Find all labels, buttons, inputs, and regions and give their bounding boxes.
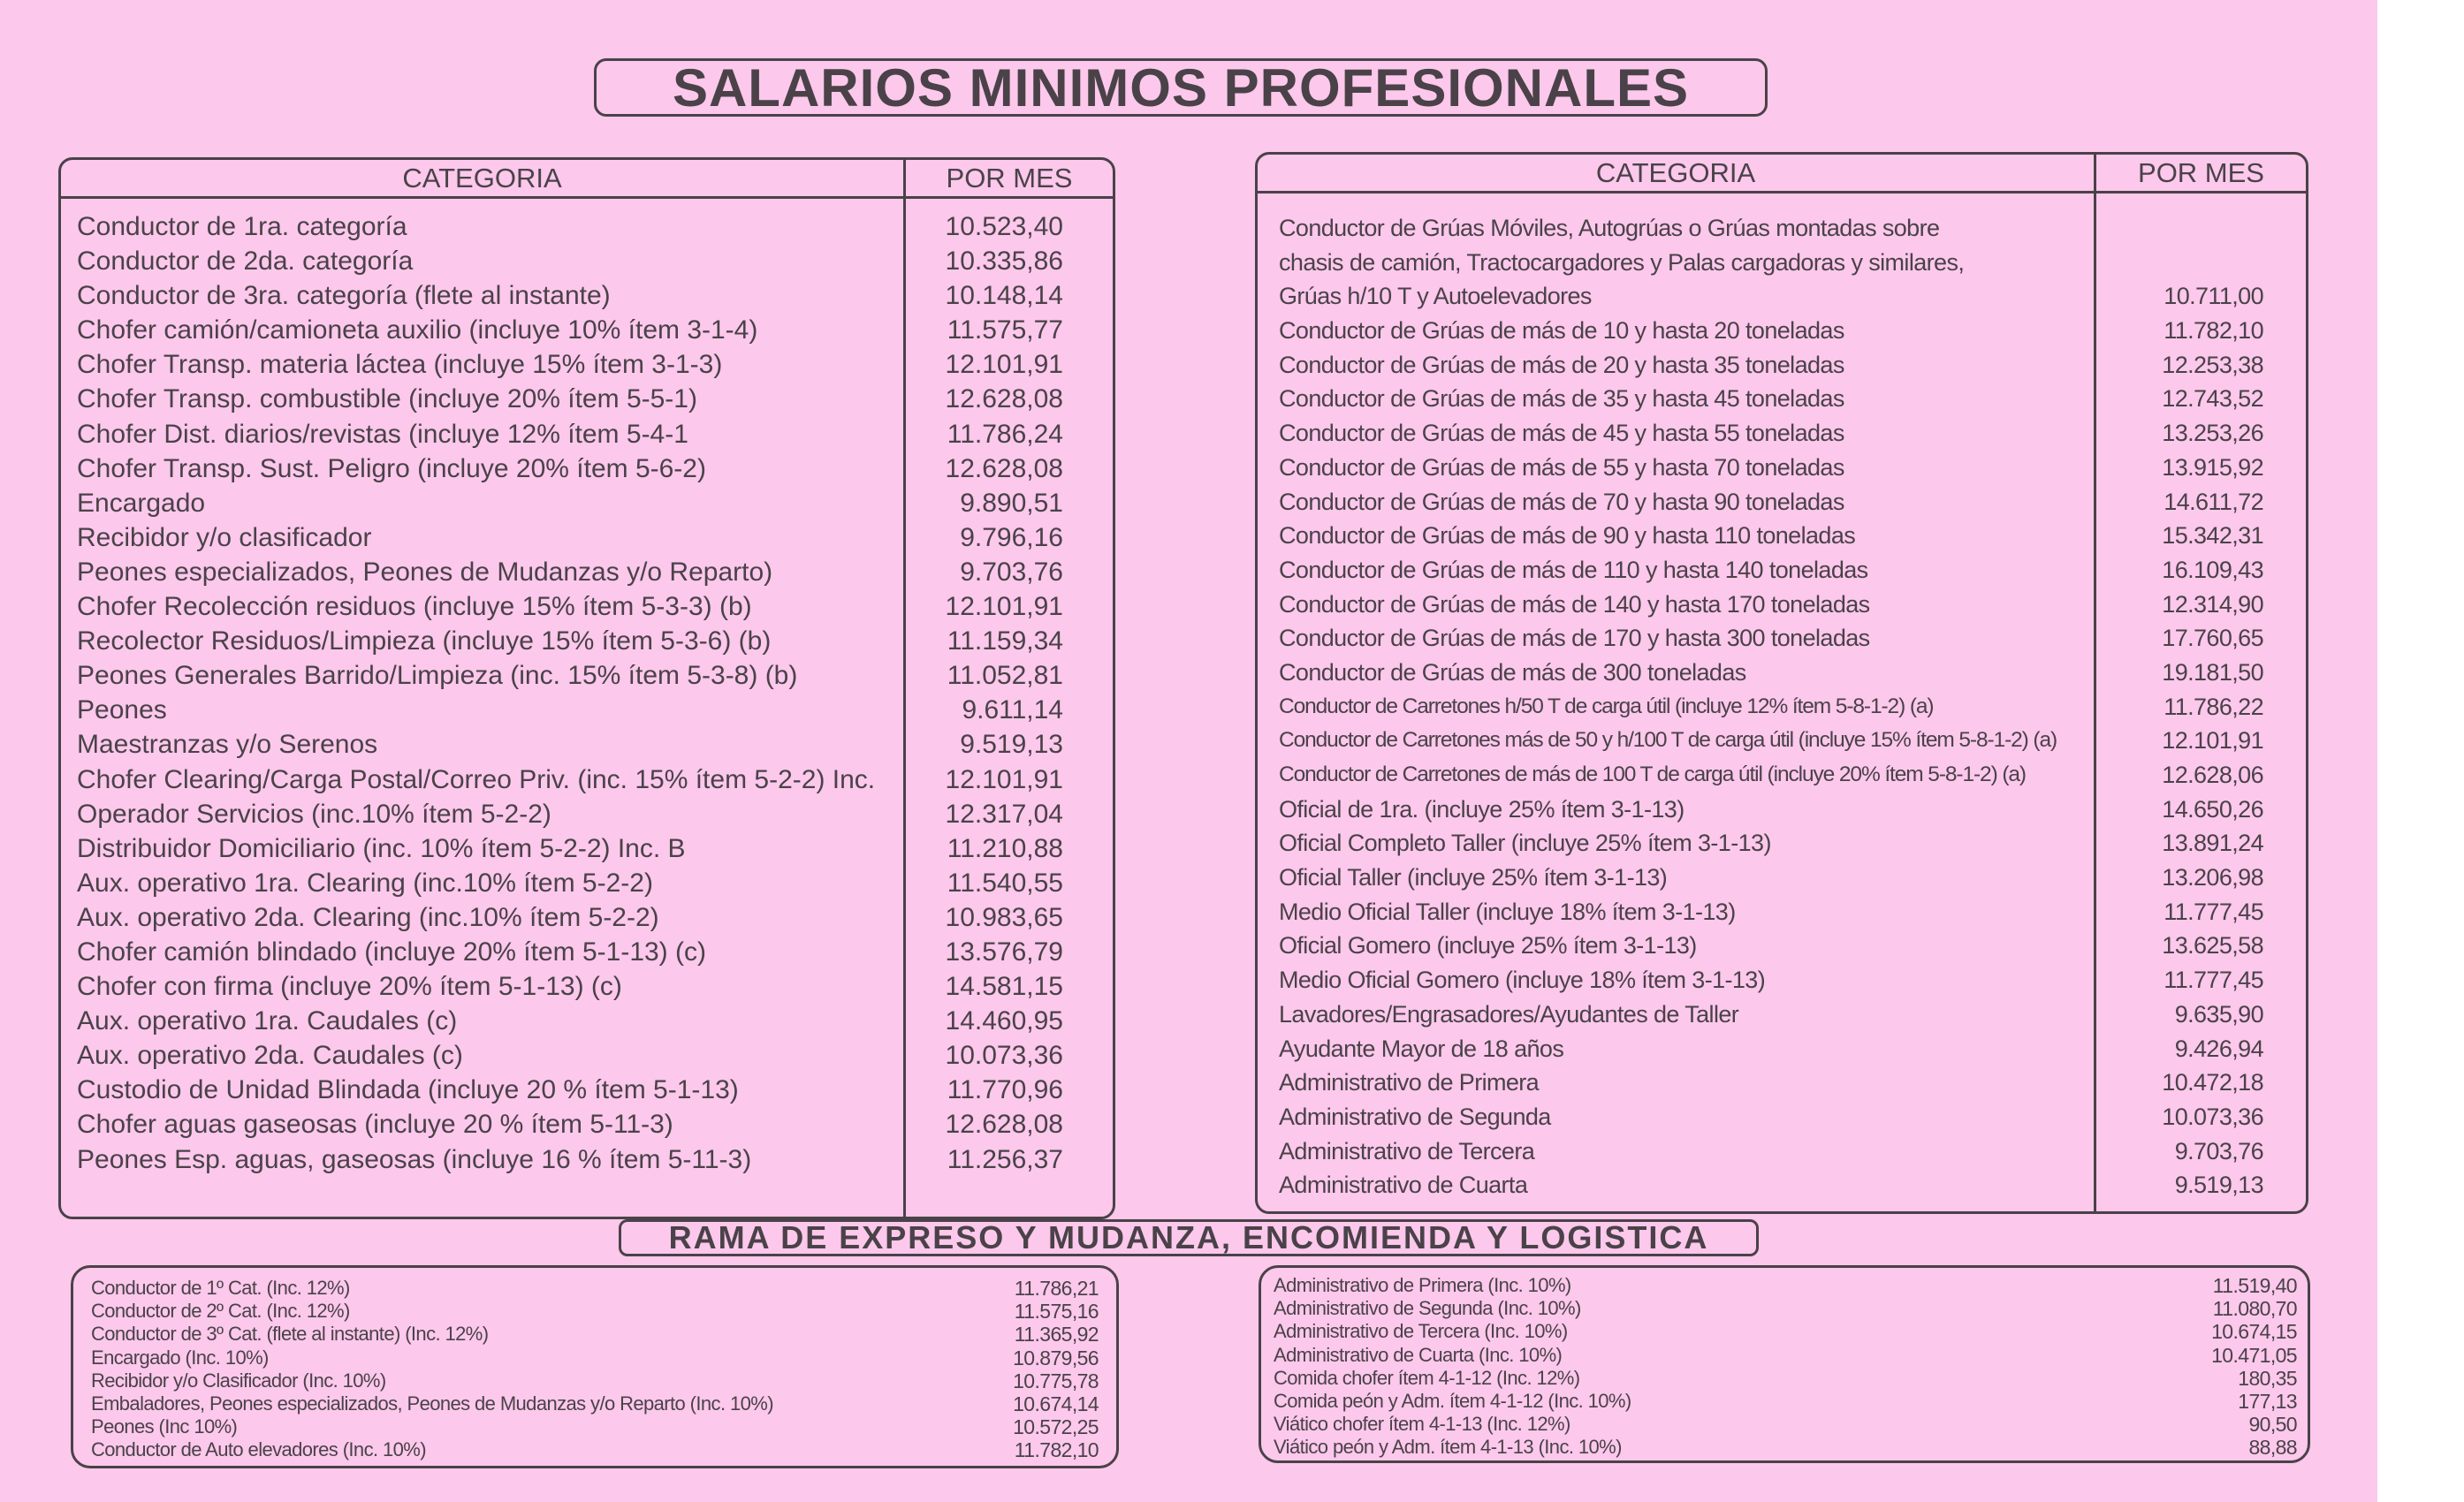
section-banner bbox=[619, 1219, 1759, 1256]
salary-cell: 12.314,90 bbox=[2162, 590, 2263, 618]
salary-cell: 11.786,21 bbox=[1014, 1277, 1099, 1300]
category-cell: Peones especializados, Peones de Mudanzas y/o Reparto) bbox=[77, 557, 773, 587]
salary-cell: 10.148,14 bbox=[945, 281, 1063, 311]
salary-cell: 10.983,65 bbox=[945, 902, 1063, 932]
salary-cell: 10.523,40 bbox=[945, 212, 1063, 241]
table-row bbox=[1258, 1134, 2306, 1169]
table-row bbox=[61, 935, 1113, 969]
category-cell: Chofer Dist. diarios/revistas (incluye 12% ítem 5-4-1 bbox=[77, 419, 688, 449]
salary-cell: 13.576,79 bbox=[945, 937, 1063, 967]
category-cell: Maestranzas y/o Serenos bbox=[77, 730, 378, 760]
table-row bbox=[61, 1038, 1113, 1073]
salary-cell: 11.210,88 bbox=[947, 833, 1063, 863]
salary-cell: 10.674,15 bbox=[2211, 1320, 2297, 1344]
salary-cell: 11.365,92 bbox=[1014, 1323, 1099, 1346]
salary-cell: 90,50 bbox=[2248, 1413, 2297, 1437]
category-cell: Chofer camión/camioneta auxilio (incluye 10% ítem 3-1-4) bbox=[77, 315, 758, 345]
salary-cell: 11.540,55 bbox=[947, 868, 1063, 898]
category-cell: Viático peón y Adm. ítem 4-1-13 (Inc. 10%) bbox=[1274, 1436, 1622, 1459]
category-cell: Chofer Recolección residuos (incluye 15% ítem 5-3-3) (b) bbox=[77, 592, 752, 622]
salary-cell: 180,35 bbox=[2238, 1366, 2297, 1390]
category-cell: Conductor de Carretones h/50 T de carga útil (incluye 12% ítem 5-8-1-2) (a) bbox=[1279, 694, 1934, 718]
table-row bbox=[1258, 211, 2306, 246]
table-row bbox=[73, 1300, 1116, 1323]
table-row bbox=[61, 762, 1113, 797]
salary-cell: 10.472,18 bbox=[2162, 1069, 2263, 1096]
category-cell: chasis de camión, Tractocargadores y Palas cargadoras y similares, bbox=[1279, 248, 1965, 276]
table-row bbox=[1258, 724, 2306, 758]
title-banner bbox=[594, 58, 1768, 117]
salary-cell: 12.628,08 bbox=[945, 384, 1063, 414]
category-cell: Encargado bbox=[77, 488, 206, 518]
table-row bbox=[73, 1392, 1116, 1415]
category-cell: Recolector Residuos/Limpieza (incluye 15% ítem 5-3-6) (b) bbox=[77, 626, 772, 656]
salary-cell: 10.572,25 bbox=[1013, 1415, 1099, 1439]
table-row bbox=[61, 555, 1113, 589]
salary-cell: 14.460,95 bbox=[945, 1006, 1063, 1036]
salary-cell: 11.256,37 bbox=[947, 1144, 1063, 1174]
table-row bbox=[1258, 1168, 2306, 1202]
category-cell: Peones Generales Barrido/Limpieza (inc. 15% ítem 5-3-8) (b) bbox=[77, 661, 798, 691]
table-row bbox=[1258, 621, 2306, 656]
category-cell: Administrativo de Segunda (Inc. 10%) bbox=[1274, 1297, 1581, 1320]
table-row bbox=[1258, 963, 2306, 998]
table-row bbox=[1261, 1297, 2308, 1320]
category-cell: Oficial Taller (incluye 25% ítem 3-1-13) bbox=[1279, 864, 1668, 891]
category-cell: Distribuidor Domiciliario (inc. 10% ítem 5-2-2) Inc. B bbox=[77, 833, 686, 863]
table-row bbox=[1261, 1274, 2308, 1297]
category-cell: Oficial Gomero (incluye 25% ítem 3-1-13) bbox=[1279, 932, 1697, 960]
table-row bbox=[61, 727, 1113, 762]
category-cell: Conductor de Grúas de más de 110 y hasta 140 toneladas bbox=[1279, 556, 1868, 583]
category-cell: Conductor de Grúas de más de 170 y hasta 300 toneladas bbox=[1279, 625, 1870, 652]
category-cell: Conductor de Carretones más de 50 y h/100 T de carga útil (incluye 15% ítem 5-8-1-2) (a) bbox=[1279, 728, 2057, 753]
category-cell: Administrativo de Cuarta (Inc. 10%) bbox=[1274, 1343, 1563, 1366]
table-row bbox=[61, 209, 1113, 244]
salary-cell: 11.159,34 bbox=[947, 626, 1063, 656]
category-cell: Operador Servicios (inc.10% ítem 5-2-2) bbox=[77, 799, 551, 829]
salary-cell: 12.628,08 bbox=[945, 1110, 1063, 1140]
category-cell: Chofer Transp. combustible (incluye 20% ítem 5-5-1) bbox=[77, 384, 697, 414]
page-title: SALARIOS MINIMOS PROFESIONALES bbox=[672, 57, 1690, 118]
table-body bbox=[73, 1277, 1116, 1462]
category-cell: Medio Oficial Gomero (incluye 18% ítem 3-1-13) bbox=[1279, 967, 1766, 994]
category-cell: Administrativo de Primera (Inc. 10%) bbox=[1274, 1274, 1571, 1296]
salary-cell: 9.519,13 bbox=[2174, 1172, 2263, 1199]
category-cell: Oficial de 1ra. (incluye 25% ítem 3-1-13) bbox=[1279, 795, 1684, 823]
bottom-left-table bbox=[71, 1265, 1119, 1468]
table-row bbox=[61, 589, 1113, 624]
salary-cell: 17.760,65 bbox=[2162, 625, 2263, 652]
salary-cell: 9.703,76 bbox=[2174, 1137, 2263, 1164]
table-row bbox=[61, 278, 1113, 313]
table-row bbox=[1258, 690, 2306, 724]
salary-cell: 11.575,77 bbox=[947, 315, 1063, 345]
salary-cell: 12.101,91 bbox=[945, 350, 1063, 380]
table-row bbox=[73, 1323, 1116, 1346]
category-cell: Aux. operativo 2da. Clearing (inc.10% ítem 5-2-2) bbox=[77, 902, 659, 932]
salary-cell: 11.782,10 bbox=[1014, 1438, 1099, 1462]
table-row bbox=[1258, 656, 2306, 690]
table-row bbox=[1258, 929, 2306, 963]
category-cell: Conductor de Grúas de más de 300 toneladas bbox=[1279, 658, 1746, 686]
table-row bbox=[61, 831, 1113, 866]
table-row bbox=[1258, 314, 2306, 348]
table-row bbox=[1258, 451, 2306, 485]
table-row bbox=[1258, 348, 2306, 383]
table-row bbox=[1258, 416, 2306, 451]
salary-cell: 14.581,15 bbox=[945, 972, 1063, 1002]
table-row bbox=[1258, 1100, 2306, 1134]
category-cell: Embaladores, Peones especializados, Peones de Mudanzas y/o Reparto (Inc. 10%) bbox=[91, 1392, 773, 1415]
salary-cell: 11.575,16 bbox=[1014, 1300, 1099, 1324]
category-cell: Medio Oficial Taller (incluye 18% ítem 3-1-13) bbox=[1279, 898, 1736, 925]
category-cell: Administrativo de Tercera (Inc. 10%) bbox=[1274, 1320, 1568, 1343]
table-row bbox=[1258, 895, 2306, 929]
salary-cell: 14.650,26 bbox=[2162, 795, 2263, 823]
header-por-mes: POR MES bbox=[946, 162, 1073, 193]
table-row bbox=[61, 797, 1113, 831]
category-cell: Conductor de Grúas de más de 20 y hasta 35 toneladas bbox=[1279, 351, 1844, 378]
category-cell: Conductor de Carretones de más de 100 T de carga útil (incluye 20% ítem 5-8-1-2) (a) bbox=[1279, 762, 2026, 786]
table-row bbox=[1258, 588, 2306, 622]
table-row bbox=[73, 1369, 1116, 1392]
category-cell: Conductor de 2º Cat. (Inc. 12%) bbox=[91, 1300, 350, 1323]
salary-cell: 10.775,78 bbox=[1013, 1369, 1099, 1392]
category-cell: Grúas h/10 T y Autoelevadores bbox=[1279, 283, 1592, 310]
salary-cell: 9.796,16 bbox=[960, 522, 1063, 552]
category-cell: Conductor de Grúas de más de 70 y hasta 90 toneladas bbox=[1279, 488, 1844, 515]
category-cell: Conductor de 1ra. categoría bbox=[77, 212, 407, 241]
category-cell: Peones bbox=[77, 695, 167, 725]
table-row bbox=[1261, 1367, 2308, 1390]
salary-cell: 11.777,45 bbox=[2164, 898, 2263, 925]
table-row bbox=[61, 900, 1113, 935]
salary-cell: 11.052,81 bbox=[947, 661, 1063, 691]
category-cell: Custodio de Unidad Blindada (incluye 20 % ítem 5-1-13) bbox=[77, 1075, 739, 1105]
table-row bbox=[61, 1107, 1113, 1142]
salary-cell: 9.890,51 bbox=[960, 488, 1063, 518]
header-categoria: CATEGORIA bbox=[402, 162, 562, 193]
salary-cell: 12.317,04 bbox=[945, 799, 1063, 829]
salary-cell: 9.635,90 bbox=[2174, 1000, 2263, 1028]
table-row bbox=[1261, 1436, 2308, 1459]
table-row bbox=[61, 382, 1113, 416]
salary-cell: 19.181,50 bbox=[2162, 658, 2263, 686]
salary-cell: 10.073,36 bbox=[945, 1041, 1063, 1071]
table-row bbox=[1258, 1032, 2306, 1066]
salary-cell: 11.080,70 bbox=[2212, 1297, 2297, 1321]
table-row bbox=[1258, 519, 2306, 553]
left-salary-table bbox=[58, 157, 1115, 1219]
salary-cell: 13.206,98 bbox=[2162, 864, 2263, 891]
category-cell: Administrativo de Tercera bbox=[1279, 1137, 1535, 1164]
salary-cell: 12.253,38 bbox=[2162, 351, 2263, 378]
table-row bbox=[1258, 861, 2306, 895]
salary-cell: 13.891,24 bbox=[2162, 830, 2263, 857]
table-row bbox=[73, 1438, 1116, 1461]
category-cell: Peones Esp. aguas, gaseosas (incluye 16 % ítem 5-11-3) bbox=[77, 1144, 752, 1174]
salary-cell: 177,13 bbox=[2238, 1389, 2297, 1413]
table-row bbox=[61, 866, 1113, 900]
category-cell: Oficial Completo Taller (incluye 25% ítem 3-1-13) bbox=[1279, 830, 1771, 857]
category-cell: Recibidor y/o clasificador bbox=[77, 522, 372, 552]
table-row bbox=[61, 658, 1113, 693]
salary-cell: 12.628,06 bbox=[2162, 762, 2263, 788]
table-row bbox=[61, 520, 1113, 555]
category-cell: Ayudante Mayor de 18 años bbox=[1279, 1035, 1564, 1062]
category-cell: Administrativo de Segunda bbox=[1279, 1103, 1551, 1130]
category-cell: Conductor de Grúas de más de 35 y hasta 45 toneladas bbox=[1279, 385, 1844, 413]
salary-cell: 13.253,26 bbox=[2162, 420, 2263, 447]
table-row bbox=[61, 693, 1113, 727]
table-row bbox=[1258, 758, 2306, 793]
table-row bbox=[61, 417, 1113, 451]
category-cell: Chofer Transp. Sust. Peligro (incluye 20% ítem 5-6-2) bbox=[77, 453, 706, 483]
salary-cell: 11.770,96 bbox=[947, 1075, 1063, 1105]
table-row bbox=[1258, 998, 2306, 1032]
salary-cell: 10.073,36 bbox=[2162, 1103, 2263, 1130]
category-cell: Comida chofer ítem 4-1-12 (Inc. 12%) bbox=[1274, 1366, 1580, 1389]
table-row bbox=[61, 1142, 1113, 1177]
table-row bbox=[1258, 382, 2306, 416]
category-cell: Conductor de Grúas de más de 90 y hasta 110 toneladas bbox=[1279, 522, 1856, 550]
category-cell: Conductor de Grúas de más de 45 y hasta 55 toneladas bbox=[1279, 420, 1844, 447]
table-row bbox=[61, 1004, 1113, 1038]
category-cell: Chofer con firma (incluye 20% ítem 5-1-13) (c) bbox=[77, 972, 622, 1002]
salary-cell: 14.611,72 bbox=[2164, 488, 2263, 515]
salary-cell: 10.711,00 bbox=[2164, 283, 2263, 310]
category-cell: Encargado (Inc. 10%) bbox=[91, 1346, 269, 1369]
category-cell: Conductor de 3ra. categoría (flete al instante) bbox=[77, 281, 611, 311]
category-cell: Chofer Clearing/Carga Postal/Correo Priv. (inc. 15% ítem 5-2-2) Inc. bbox=[77, 764, 876, 794]
bottom-right-table bbox=[1259, 1265, 2310, 1463]
salary-cell: 12.628,08 bbox=[945, 453, 1063, 483]
category-cell: Chofer aguas gaseosas (incluye 20 % ítem 5-11-3) bbox=[77, 1110, 673, 1140]
salary-cell: 9.611,14 bbox=[962, 695, 1063, 725]
header-por-mes: POR MES bbox=[2138, 156, 2264, 188]
table-row bbox=[1261, 1390, 2308, 1413]
table-body bbox=[1258, 211, 2306, 1202]
salary-cell: 12.101,91 bbox=[945, 592, 1063, 622]
table-row bbox=[61, 244, 1113, 278]
table-row bbox=[61, 624, 1113, 658]
table-row bbox=[1258, 793, 2306, 827]
salary-cell: 11.777,45 bbox=[2164, 967, 2263, 994]
salary-cell: 13.915,92 bbox=[2162, 453, 2263, 481]
table-row bbox=[61, 969, 1113, 1004]
category-cell: Conductor de Grúas de más de 55 y hasta 70 toneladas bbox=[1279, 453, 1844, 481]
category-cell: Chofer camión blindado (incluye 20% ítem 5-1-13) (c) bbox=[77, 937, 706, 967]
category-cell: Aux. operativo 1ra. Clearing (inc.10% ítem 5-2-2) bbox=[77, 868, 653, 898]
salary-cell: 9.519,13 bbox=[960, 730, 1063, 760]
salary-cell: 16.109,43 bbox=[2162, 556, 2263, 583]
category-cell: Aux. operativo 2da. Caudales (c) bbox=[77, 1041, 463, 1071]
table-row bbox=[1261, 1344, 2308, 1367]
category-cell: Conductor de Grúas de más de 140 y hasta 170 toneladas bbox=[1279, 590, 1870, 618]
table-row bbox=[1258, 826, 2306, 861]
salary-cell: 12.101,91 bbox=[2162, 727, 2263, 755]
salary-cell: 10.471,05 bbox=[2211, 1343, 2297, 1367]
table-row bbox=[61, 347, 1113, 382]
category-cell: Conductor de Grúas de más de 10 y hasta 20 toneladas bbox=[1279, 317, 1844, 345]
salary-cell: 12.743,52 bbox=[2162, 385, 2263, 413]
table-row bbox=[1261, 1413, 2308, 1436]
table-row bbox=[61, 486, 1113, 520]
salary-cell: 88,88 bbox=[2248, 1436, 2297, 1460]
table-row bbox=[61, 1073, 1113, 1107]
category-cell: Conductor de Auto elevadores (Inc. 10%) bbox=[91, 1438, 426, 1461]
category-cell: Peones (Inc 10%) bbox=[91, 1415, 238, 1438]
category-cell: Conductor de 2da. categoría bbox=[77, 247, 414, 277]
salary-cell: 10.335,86 bbox=[945, 247, 1063, 277]
header-categoria: CATEGORIA bbox=[1595, 156, 1756, 188]
salary-cell: 9.703,76 bbox=[960, 557, 1063, 587]
table-body bbox=[1261, 1274, 2308, 1460]
category-cell: Viático chofer ítem 4-1-13 (Inc. 12%) bbox=[1274, 1413, 1570, 1436]
table-row bbox=[1258, 553, 2306, 588]
table-row bbox=[1258, 485, 2306, 520]
salary-cell: 10.674,14 bbox=[1013, 1392, 1099, 1415]
category-cell: Administrativo de Cuarta bbox=[1279, 1172, 1528, 1199]
salary-cell: 11.786,24 bbox=[947, 419, 1063, 449]
salary-cell: 10.879,56 bbox=[1013, 1346, 1099, 1369]
salary-cell: 11.782,10 bbox=[2164, 317, 2263, 345]
table-body bbox=[61, 209, 1113, 1177]
salary-cell: 15.342,31 bbox=[2162, 522, 2263, 550]
salary-cell: 13.625,58 bbox=[2162, 932, 2263, 960]
table-row bbox=[61, 451, 1113, 486]
section-title: RAMA DE EXPRESO Y MUDANZA, ENCOMIENDA Y LOGISTICA bbox=[668, 1219, 1709, 1255]
table-row bbox=[1258, 1066, 2306, 1100]
category-cell: Conductor de 3º Cat. (flete al instante) (Inc. 12%) bbox=[91, 1323, 489, 1346]
salary-cell: 9.426,94 bbox=[2174, 1035, 2263, 1062]
salary-cell: 12.101,91 bbox=[945, 764, 1063, 794]
right-salary-table bbox=[1255, 152, 2308, 1214]
category-cell: Aux. operativo 1ra. Caudales (c) bbox=[77, 1006, 458, 1036]
table-row bbox=[61, 313, 1113, 347]
category-cell: Recibidor y/o Clasificador (Inc. 10%) bbox=[91, 1369, 386, 1392]
table-row bbox=[73, 1277, 1116, 1300]
table-row bbox=[1258, 279, 2306, 314]
category-cell: Conductor de 1º Cat. (Inc. 12%) bbox=[91, 1277, 350, 1299]
category-cell: Chofer Transp. materia láctea (incluye 15% ítem 3-1-3) bbox=[77, 350, 723, 380]
table-row bbox=[1261, 1320, 2308, 1343]
category-cell: Lavadores/Engrasadores/Ayudantes de Taller bbox=[1279, 1000, 1739, 1028]
salary-cell: 11.519,40 bbox=[2212, 1274, 2297, 1297]
table-row bbox=[1258, 246, 2306, 280]
table-row bbox=[73, 1415, 1116, 1438]
salary-cell: 11.786,22 bbox=[2164, 693, 2263, 720]
table-row bbox=[73, 1346, 1116, 1369]
category-cell: Comida peón y Adm. ítem 4-1-12 (Inc. 10%) bbox=[1274, 1389, 1631, 1412]
category-cell: Conductor de Grúas Móviles, Autogrúas o Grúas montadas sobre bbox=[1279, 215, 1940, 241]
category-cell: Administrativo de Primera bbox=[1279, 1069, 1540, 1096]
